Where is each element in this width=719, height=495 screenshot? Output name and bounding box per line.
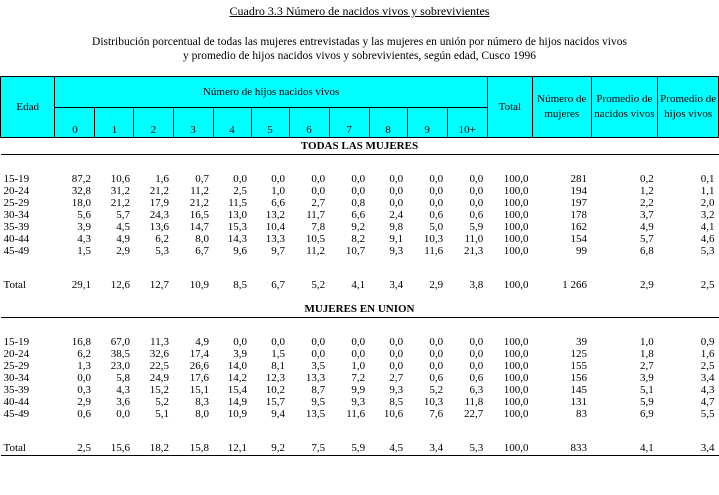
table-cell: 2,0 xyxy=(700,196,715,209)
table-cell: 0,0 xyxy=(389,172,404,185)
row-label: 25-29 xyxy=(3,196,30,209)
table-cell: 2,7 xyxy=(389,371,404,384)
table-cell: 2,2 xyxy=(640,196,654,209)
table-cell: 3,4 xyxy=(700,371,715,384)
row-label: 15-19 xyxy=(3,335,30,348)
table-cell: 4,5 xyxy=(116,220,130,233)
table-cell: 1,3 xyxy=(77,359,91,372)
table-cell: 9,1 xyxy=(389,232,404,245)
table-cell: 0,0 xyxy=(233,335,248,348)
table-cell: 17,6 xyxy=(189,371,210,384)
table-cell: 21,2 xyxy=(189,196,210,209)
table-cell: 8,0 xyxy=(195,407,210,420)
table-cell: 100,0 xyxy=(503,208,529,221)
row-label: 20-24 xyxy=(3,184,30,197)
table-cell: 0,8 xyxy=(351,196,366,209)
table-cell: 14,2 xyxy=(227,371,248,384)
table-cell: 4,7 xyxy=(700,395,715,408)
table-cell: 11,6 xyxy=(346,407,366,420)
table-row xyxy=(1,173,719,185)
table-row xyxy=(1,348,719,360)
table-cell: 2,7 xyxy=(311,196,326,209)
table-cell: 1,5 xyxy=(77,244,91,257)
table-cell: 125 xyxy=(570,347,588,360)
table-row xyxy=(1,336,719,348)
table-cell: 24,3 xyxy=(149,208,169,221)
table-cell: 11,6 xyxy=(424,244,444,257)
table-cell: 8,1 xyxy=(271,359,286,372)
table-cell: 31,2 xyxy=(110,184,130,197)
table-cell: 0,0 xyxy=(469,184,484,197)
row-label: 40-44 xyxy=(3,232,30,245)
table-cell: 197 xyxy=(570,196,588,209)
table-cell: 2,5 xyxy=(233,184,248,197)
table-cell: 2,9 xyxy=(429,278,444,291)
table-cell: 6,2 xyxy=(155,232,169,245)
table-cell: 11,5 xyxy=(228,196,248,209)
table-row xyxy=(1,233,719,245)
table-cell: 6,8 xyxy=(640,244,654,257)
table-cell: 5,8 xyxy=(116,371,130,384)
table-cell: 162 xyxy=(570,220,588,233)
table-cell: 24,9 xyxy=(149,371,169,384)
table-cell: 12,1 xyxy=(213,441,251,456)
section-heading: TODAS LAS MUJERES xyxy=(1,138,719,155)
table-cell: 8,3 xyxy=(195,395,210,408)
table-cell: 5,6 xyxy=(77,208,91,221)
table-cell: 6,6 xyxy=(351,208,366,221)
table-cell: 155 xyxy=(570,359,588,372)
table-cell: 100,0 xyxy=(503,383,529,396)
table-cell: 0,0 xyxy=(351,184,366,197)
table-cell: 2,5 xyxy=(700,359,715,372)
row-label: Total xyxy=(1,441,55,456)
table-cell: 15,1 xyxy=(189,383,210,396)
table-cell: 100,0 xyxy=(503,359,529,372)
table-cell: 3,5 xyxy=(311,359,326,372)
table-cell: 3,6 xyxy=(116,395,130,408)
table-cell: 6,3 xyxy=(469,383,484,396)
table-cell: 13,0 xyxy=(227,208,248,221)
table-cell: 3,2 xyxy=(700,208,715,221)
header-children-9: 9 xyxy=(407,108,447,138)
table-cell: 100,0 xyxy=(503,196,529,209)
data-table xyxy=(0,76,719,456)
header-children-3: 3 xyxy=(173,108,213,138)
table-cell: 4,6 xyxy=(700,232,715,245)
table-cell: 5,9 xyxy=(469,220,484,233)
table-cell: 8,5 xyxy=(389,395,404,408)
header-children-6: 6 xyxy=(289,108,329,138)
table-cell: 5,3 xyxy=(700,244,715,257)
table-cell: 3,4 xyxy=(389,278,404,291)
table-cell: 4,9 xyxy=(640,220,654,233)
table-cell: 5,2 xyxy=(311,278,326,291)
table-cell: 4,3 xyxy=(116,383,130,396)
table-cell: 0,0 xyxy=(351,335,366,348)
table-cell: 9,3 xyxy=(389,244,404,257)
table-cell: 11,2 xyxy=(306,244,326,257)
table-cell: 4,5 xyxy=(369,441,407,456)
table-cell: 0,0 xyxy=(429,347,444,360)
table-cell: 4,3 xyxy=(700,383,715,396)
table-cell: 83 xyxy=(576,407,588,420)
table-cell: 7,8 xyxy=(311,220,326,233)
table-cell: 100,0 xyxy=(503,335,529,348)
table-cell: 5,0 xyxy=(429,220,444,233)
table-cell: 0,0 xyxy=(271,172,286,185)
table-cell: 100,0 xyxy=(503,184,529,197)
table-cell: 10,9 xyxy=(189,278,210,291)
table-cell: 4,3 xyxy=(77,232,91,245)
table-cell: 5,1 xyxy=(640,383,654,396)
table-cell: 0,0 xyxy=(469,172,484,185)
table-cell: 100,0 xyxy=(503,347,529,360)
table-cell: 6,2 xyxy=(77,347,91,360)
header-children-4: 4 xyxy=(213,108,251,138)
row-label: 15-19 xyxy=(3,172,30,185)
table-cell: 5,3 xyxy=(447,441,487,456)
table-cell: 5,3 xyxy=(155,244,169,257)
table-cell: 11,0 xyxy=(464,232,484,245)
table-cell: 1,0 xyxy=(351,359,366,372)
table-cell: 8,7 xyxy=(311,383,326,396)
table-cell: 13,6 xyxy=(149,220,169,233)
table-cell: 3,7 xyxy=(640,208,654,221)
table-cell: 87,2 xyxy=(71,172,91,185)
table-cell: 17,9 xyxy=(149,196,169,209)
table-cell: 0,0 xyxy=(389,184,404,197)
table-cell: 5,2 xyxy=(429,383,444,396)
table-cell: 10,4 xyxy=(265,220,286,233)
table-cell: 9,2 xyxy=(251,441,289,456)
table-cell: 32,8 xyxy=(71,184,91,197)
table-cell: 3,8 xyxy=(469,278,484,291)
table-cell: 2,9 xyxy=(640,278,654,291)
table-cell: 8,5 xyxy=(233,278,248,291)
table-cell: 0,0 xyxy=(389,335,404,348)
table-cell: 4,1 xyxy=(591,441,658,456)
table-row xyxy=(1,197,719,209)
table-cell: 12,7 xyxy=(149,278,169,291)
table-cell: 100,0 xyxy=(503,371,529,384)
table-cell: 14,3 xyxy=(227,232,248,245)
header-num-mujeres: Número de mujeres xyxy=(532,77,591,138)
table-cell: 1,8 xyxy=(640,347,654,360)
table-cell: 9,8 xyxy=(389,220,404,233)
table-cell: 29,1 xyxy=(71,278,91,291)
table-cell: 100,0 xyxy=(503,172,529,185)
table-cell: 6,6 xyxy=(271,196,286,209)
table-cell: 14,7 xyxy=(189,220,210,233)
table-cell: 9,4 xyxy=(271,407,286,420)
table-cell: 15,4 xyxy=(227,383,248,396)
header-children-10+: 10+ xyxy=(447,108,487,138)
table-row xyxy=(1,209,719,221)
table-cell: 14,9 xyxy=(227,395,248,408)
table-cell: 32,6 xyxy=(149,347,169,360)
table-cell: 1,5 xyxy=(271,347,286,360)
table-cell: 0,6 xyxy=(469,208,484,221)
table-row xyxy=(1,396,719,408)
table-cell: 0,0 xyxy=(429,196,444,209)
table-cell: 9,9 xyxy=(351,383,366,396)
table-cell: 1,0 xyxy=(271,184,286,197)
table-cell: 156 xyxy=(570,371,588,384)
table-cell: 38,5 xyxy=(110,347,130,360)
table-cell: 9,5 xyxy=(311,395,326,408)
row-label: Total xyxy=(3,278,26,291)
row-label: 30-34 xyxy=(3,208,30,221)
table-cell: 5,9 xyxy=(640,395,654,408)
table-cell: 0,0 xyxy=(311,347,326,360)
table-cell: 11,3 xyxy=(150,335,169,348)
table-cell: 0,6 xyxy=(469,371,484,384)
table-cell: 4,1 xyxy=(700,220,715,233)
table-row xyxy=(1,221,719,233)
table-cell: 9,3 xyxy=(351,395,366,408)
table-cell: 3,9 xyxy=(640,371,654,384)
table-cell: 6,9 xyxy=(640,407,654,420)
header-prom-hijos: Promedio de hijos vivos xyxy=(658,77,719,138)
table-cell: 18,2 xyxy=(134,441,173,456)
table-cell: 67,0 xyxy=(110,335,130,348)
table-cell: 13,5 xyxy=(305,407,326,420)
table-cell: 17,4 xyxy=(189,347,210,360)
table-cell: 10,6 xyxy=(110,172,130,185)
header-children-0: 0 xyxy=(55,108,95,138)
table-cell: 0,0 xyxy=(429,172,444,185)
table-cell: 2,4 xyxy=(389,208,404,221)
table-cell: 11,2 xyxy=(190,184,210,197)
table-cell: 39 xyxy=(576,335,588,348)
table-cell: 0,0 xyxy=(469,335,484,348)
table-cell: 16,8 xyxy=(71,335,91,348)
table-cell: 10,6 xyxy=(383,407,404,420)
row-label: 30-34 xyxy=(3,371,30,384)
table-cell: 0,0 xyxy=(469,347,484,360)
table-cell: 5,7 xyxy=(640,232,654,245)
table-row xyxy=(1,185,719,197)
table-cell: 0,0 xyxy=(116,407,130,420)
table-title: Cuadro 3.3 Número de nacidos vivos y sobrevivientes xyxy=(229,4,490,18)
table-cell: 15,8 xyxy=(173,441,213,456)
table-cell: 0,9 xyxy=(700,335,715,348)
table-cell: 0,0 xyxy=(469,196,484,209)
table-cell: 0,6 xyxy=(77,407,91,420)
table-cell: 0,0 xyxy=(429,335,444,348)
table-cell: 194 xyxy=(570,184,588,197)
table-cell: 7,5 xyxy=(289,441,329,456)
table-cell: 0,0 xyxy=(389,359,404,372)
table-cell: 22,5 xyxy=(149,359,169,372)
table-cell: 100,0 xyxy=(503,395,529,408)
table-cell: 0,0 xyxy=(311,184,326,197)
table-cell: 2,9 xyxy=(77,395,91,408)
table-cell: 0,7 xyxy=(195,172,210,185)
table-cell: 10,7 xyxy=(345,244,366,257)
header-edad: Edad xyxy=(1,77,55,138)
table-cell: 5,7 xyxy=(116,208,130,221)
table-cell: 13,2 xyxy=(265,208,286,221)
row-label: 35-39 xyxy=(3,220,30,233)
row-label: 25-29 xyxy=(3,359,30,372)
table-cell: 145 xyxy=(570,383,588,396)
table-cell: 26,6 xyxy=(189,359,210,372)
table-cell: 0,0 xyxy=(389,196,404,209)
table-cell: 100,0 xyxy=(503,220,529,233)
subtitle-line-1: Distribución porcentual de todas las mujeres entrevistadas y las mujeres en unión por número de hijos nacidos vivos xyxy=(92,36,627,48)
table-cell: 5,2 xyxy=(155,395,169,408)
table-cell: 0,1 xyxy=(700,172,715,185)
table-cell: 10,3 xyxy=(423,395,444,408)
table-cell: 1,0 xyxy=(640,335,654,348)
table-row xyxy=(1,245,719,257)
table-cell: 0,0 xyxy=(351,172,366,185)
table-cell: 21,2 xyxy=(110,196,130,209)
table-cell: 100,0 xyxy=(503,244,529,257)
table-row xyxy=(1,408,719,420)
header-children-7: 7 xyxy=(329,108,369,138)
table-cell: 281 xyxy=(570,172,588,185)
table-cell: 13,3 xyxy=(305,371,326,384)
table-cell: 9,2 xyxy=(351,220,366,233)
table-cell: 18,0 xyxy=(71,196,91,209)
table-cell: 9,7 xyxy=(271,244,286,257)
table-cell: 2,5 xyxy=(700,278,715,291)
table-cell: 0,0 xyxy=(469,359,484,372)
total-row xyxy=(1,441,719,456)
row-label: 45-49 xyxy=(3,244,30,257)
table-cell: 2,7 xyxy=(640,359,654,372)
table-cell: 12,6 xyxy=(110,278,130,291)
header-total: Total xyxy=(487,77,532,138)
table-cell: 23,0 xyxy=(110,359,130,372)
table-cell: 0,3 xyxy=(77,383,91,396)
table-row xyxy=(1,384,719,396)
table-cell: 1,6 xyxy=(700,347,715,360)
table-cell: 15,6 xyxy=(95,441,134,456)
table-cell: 14,0 xyxy=(227,359,248,372)
table-cell: 6,7 xyxy=(271,278,286,291)
table-cell: 1,6 xyxy=(155,172,169,185)
table-cell: 3,4 xyxy=(658,441,719,456)
table-cell: 2,5 xyxy=(55,441,95,456)
table-cell: 4,1 xyxy=(351,278,366,291)
row-label: 45-49 xyxy=(3,407,30,420)
table-cell: 178 xyxy=(570,208,588,221)
table-cell: 4,9 xyxy=(195,335,210,348)
table-cell: 3,4 xyxy=(407,441,447,456)
table-cell: 9,3 xyxy=(389,383,404,396)
table-cell: 0,0 xyxy=(429,184,444,197)
table-cell: 15,2 xyxy=(149,383,169,396)
header-children-5: 5 xyxy=(251,108,289,138)
table-cell: 4,9 xyxy=(116,232,130,245)
table-cell: 10,2 xyxy=(265,383,286,396)
table-cell: 15,7 xyxy=(265,395,286,408)
table-cell: 11,8 xyxy=(464,395,484,408)
table-cell: 0,0 xyxy=(271,335,286,348)
table-cell: 13,3 xyxy=(265,232,286,245)
table-cell: 0,0 xyxy=(351,347,366,360)
table-cell: 15,3 xyxy=(227,220,248,233)
table-cell: 0,0 xyxy=(389,347,404,360)
table-cell: 1 266 xyxy=(562,278,588,291)
table-cell: 1,2 xyxy=(640,184,654,197)
table-cell: 0,0 xyxy=(311,335,326,348)
table-cell: 10,3 xyxy=(423,232,444,245)
table-cell: 16,5 xyxy=(189,208,210,221)
table-cell: 154 xyxy=(570,232,588,245)
table-cell: 5,1 xyxy=(155,407,169,420)
table-cell: 0,6 xyxy=(429,208,444,221)
table-cell: 10,5 xyxy=(305,232,326,245)
table-cell: 5,9 xyxy=(329,441,369,456)
table-cell: 833 xyxy=(532,441,591,456)
row-label: 20-24 xyxy=(3,347,30,360)
table-cell: 2,9 xyxy=(116,244,130,257)
table-cell: 100,0 xyxy=(503,232,529,245)
table-cell: 100,0 xyxy=(503,407,529,420)
table-cell: 6,7 xyxy=(195,244,210,257)
table-row xyxy=(1,360,719,372)
table-cell: 0,0 xyxy=(77,371,91,384)
table-cell: 11,7 xyxy=(306,208,326,221)
table-cell: 131 xyxy=(570,395,588,408)
row-label: 35-39 xyxy=(3,383,30,396)
subtitle-line-2: y promedio de hijos nacidos vivos y sobrevivientes, según edad, Cusco 1996 xyxy=(183,50,536,62)
table-cell: 3,9 xyxy=(77,220,91,233)
table-cell: 0,6 xyxy=(429,371,444,384)
total-row xyxy=(1,278,719,292)
header-children-1: 1 xyxy=(95,108,134,138)
table-cell: 8,2 xyxy=(351,232,366,245)
table-cell: 9,6 xyxy=(233,244,248,257)
header-prom-nacidos: Promedio de nacidos vivos xyxy=(591,77,658,138)
table-cell: 0,0 xyxy=(429,359,444,372)
table-cell: 8,0 xyxy=(195,232,210,245)
table-cell: 0,2 xyxy=(640,172,654,185)
table-cell: 3,9 xyxy=(233,347,248,360)
table-cell: 12,3 xyxy=(265,371,286,384)
table-cell: 7,2 xyxy=(351,371,366,384)
table-cell: 7,6 xyxy=(429,407,444,420)
header-group: Número de hijos nacidos vivos xyxy=(55,77,487,108)
table-cell: 100,0 xyxy=(503,278,529,291)
table-cell: 5,5 xyxy=(700,407,715,420)
table-cell: 10,9 xyxy=(227,407,248,420)
section-heading: MUJERES EN UNION xyxy=(1,301,719,318)
table-row xyxy=(1,372,719,384)
table-cell: 21,3 xyxy=(464,244,484,257)
header-children-2: 2 xyxy=(134,108,173,138)
table-cell: 22,7 xyxy=(464,407,484,420)
header-children-8: 8 xyxy=(369,108,407,138)
table-cell: 1,1 xyxy=(700,184,715,197)
table-cell: 99 xyxy=(576,244,588,257)
table-cell: 0,0 xyxy=(311,172,326,185)
table-cell: 100,0 xyxy=(487,441,532,456)
table-cell: 0,0 xyxy=(233,172,248,185)
table-cell: 21,2 xyxy=(149,184,169,197)
row-label: 40-44 xyxy=(3,395,30,408)
